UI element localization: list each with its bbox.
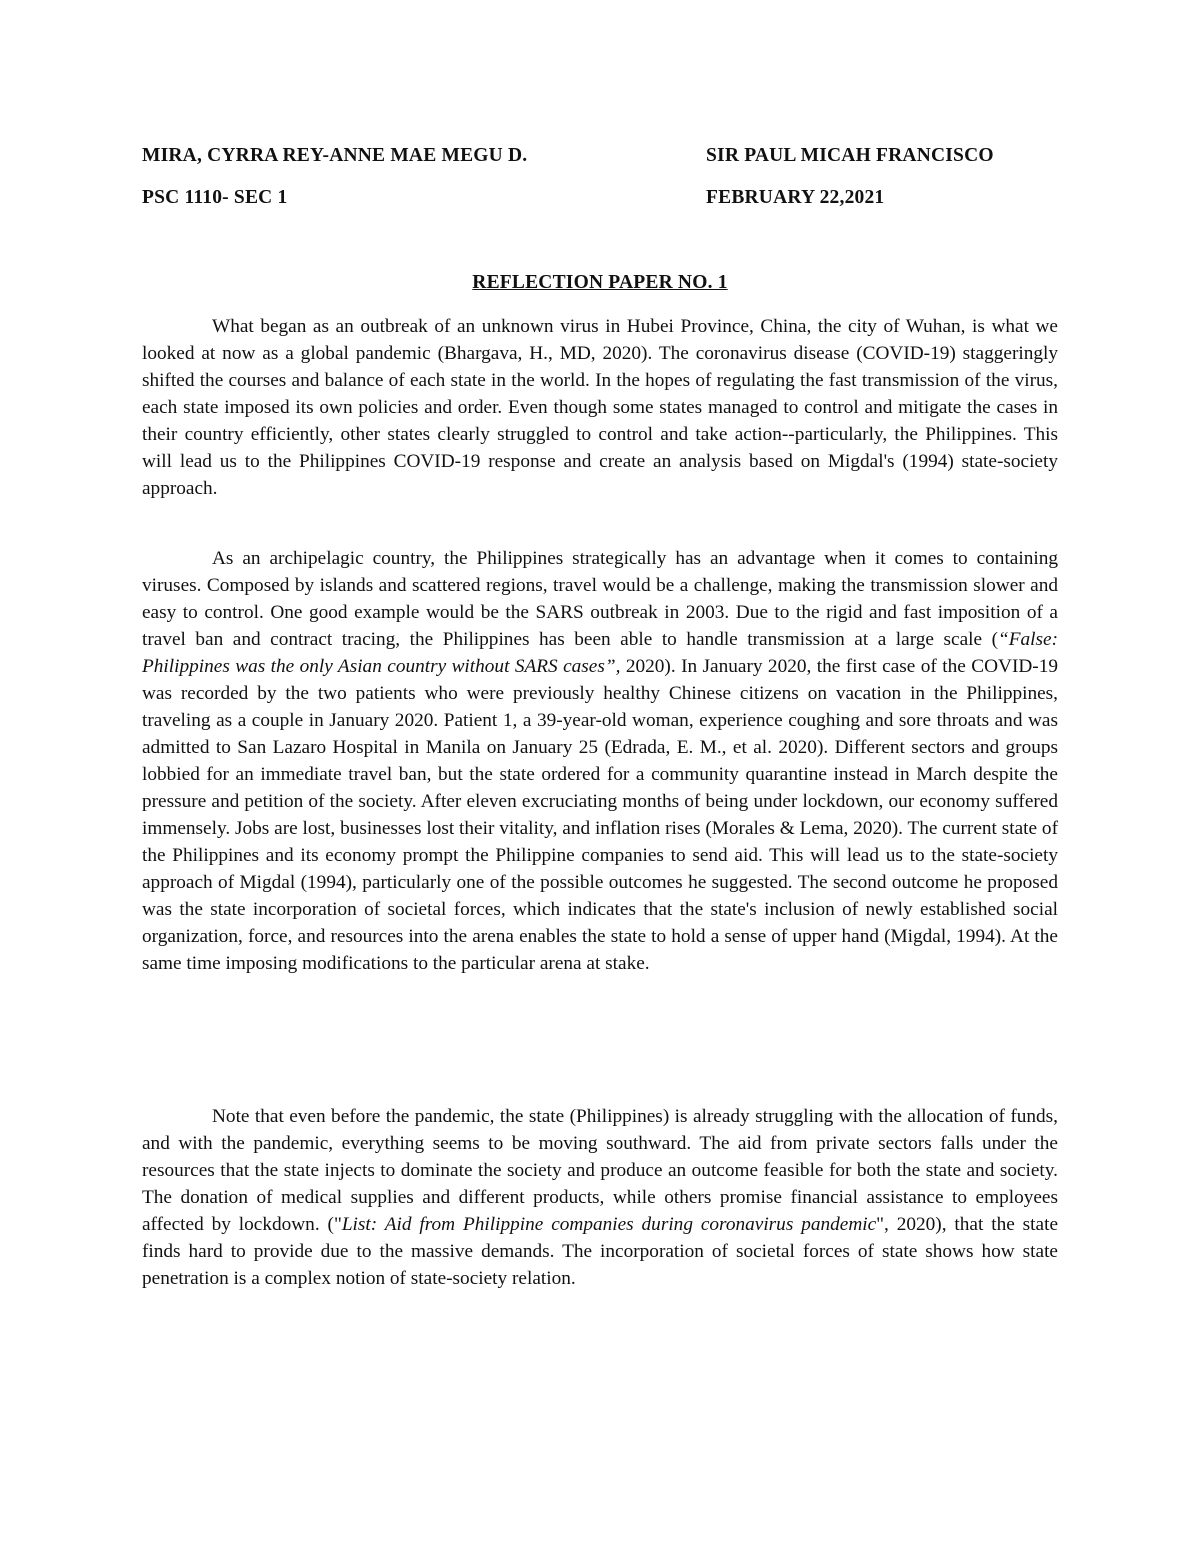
header-row-1	[142, 145, 1058, 175]
paragraph-3-text-a: Note that even before the pandemic, the state (Philippines) is already struggling with the allocation of funds, and with the pandemic, everything seems to be moving southward. The aid from private sectors falls under the resources that the state injects to dominate the society and produce an outcome feasible for both the state and society. The donation of medical supplies and different products, while others promise financial assistance to employees affected by lockdown. ("	[142, 1106, 1058, 1235]
paragraph-2-text-a: As an archipelagic country, the Philippines strategically has an advantage when it comes to containing viruses. Composed by islands and scattered regions, travel would be a challenge, making the transmission slower and easy to control. One good example would be the SARS outbreak in 2003. Due to the rigid and fast imposition of a travel ban and contract tracing, the Philippines has been able to handle transmission at a large scale (	[142, 548, 1058, 650]
paper-title: REFLECTION PAPER NO. 1	[472, 272, 728, 293]
paragraph-3-citation-italic: List: Aid from Philippine companies during coronavirus pandemic	[341, 1214, 877, 1235]
instructor-name: SIR PAUL MICAH FRANCISCO	[706, 145, 994, 166]
paragraph-2	[142, 545, 1058, 977]
paragraph-1	[142, 313, 1058, 502]
paragraph-3	[142, 1103, 1058, 1292]
paragraph-2-text-b: 2020). In January 2020, the first case of the COVID-19 was recorded by the two patients who were previously healthy Chinese citizens on vacation in the Philippines, traveling as a couple in January 2020. Patient 1, a 39-year-old woman, experience coughing and sore throats and was admitted to San Lazaro Hospital in Manila on January 25 (Edrada, E. M., et al. 2020). Different sectors and groups lobbied for an immediate travel ban, but the state ordered for a community quarantine instead in March despite the pressure and petition of the society. After eleven excruciating months of being under lockdown, our economy suffered immensely. Jobs are lost, businesses lost their vitality, and inflation rises (Morales & Lema, 2020). The current state of the Philippines and its economy prompt the Philippine companies to send aid. This will lead us to the state-society approach of Migdal (1994), particularly one of the possible outcomes he suggested. The second outcome he proposed was the state incorporation of societal forces, which indicates that the state's inclusion of newly established social organization, force, and resources into the arena enables the state to hold a sense of upper hand (Migdal, 1994). At the same time imposing modifications to the particular arena at stake.	[142, 656, 1058, 974]
paragraph-3-text-b: ", 2020), that the state finds hard to provide due to the massive demands. The incorporation of societal forces of state shows how state penetration is a complex notion of state-society relation.	[142, 1214, 1059, 1289]
paragraph-1-text: What began as an outbreak of an unknown virus in Hubei Province, China, the city of Wuhan, is what we looked at now as a global pandemic (Bhargava, H., MD, 2020). The coronavirus disease (COVID-19) staggeringly shifted the courses and balance of each state in the world. In the hopes of regulating the fast transmission of the virus, each state imposed its own policies and order. Even though some states managed to control and mitigate the cases in their country efficiently, other states clearly struggled to control and take action--particularly, the Philippines. This will lead us to the Philippines COVID-19 response and create an analysis based on Migdal's (1994) state-society approach.	[142, 316, 1058, 499]
header-row-2	[142, 187, 1058, 217]
paragraph-2-citation-italic: “False: Philippines was the only Asian country without SARS cases”,	[142, 629, 1058, 677]
course-code: PSC 1110- SEC 1	[142, 187, 288, 208]
student-name: MIRA, CYRRA REY-ANNE MAE MEGU D.	[142, 145, 528, 166]
submission-date: FEBRUARY 22,2021	[706, 187, 885, 208]
